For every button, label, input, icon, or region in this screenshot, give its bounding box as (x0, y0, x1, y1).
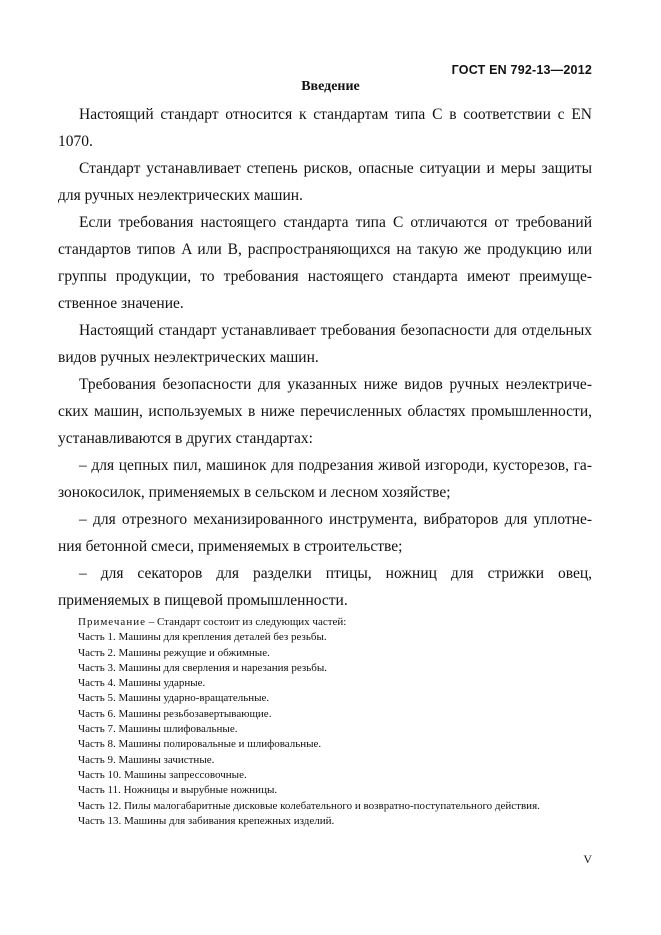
section-title: Введение (301, 79, 360, 94)
list-item: – для секаторов для разделки птицы, ножниц для стрижки овец, применяемых в пищевой промышленности. (58, 565, 592, 609)
note-part: Часть 10. Машины запрессовочные. (78, 768, 247, 781)
note-part: Часть 12. Пилы малогабаритные дисковые колебательного и возвратно-поступательного действия. (78, 799, 540, 812)
paragraph: Настоящий стандарт относится к стандартам типа C в соответствии с EN 1070. (58, 106, 592, 150)
note-part: Часть 7. Машины шлифовальные. (78, 723, 238, 736)
note-part: Часть 6. Машины резьбозавертывающие. (78, 707, 272, 720)
document-code: ГОСТ EN 792-13—2012 (451, 63, 592, 77)
note-part: Часть 9. Машины зачистные. (78, 753, 215, 766)
note-part: Часть 8. Машины полировальные и шлифовальные. (78, 738, 322, 751)
note-part: Часть 4. Машины ударные. (78, 677, 206, 690)
paragraph: Требования безопасности для указанных ниже видов ручных неэлектрических машин, используемых в ниже перечисленных областях промышленности, устанавливаются в других стандартах: (58, 376, 592, 447)
note-part: Часть 5. Машины ударно-вращательные. (78, 692, 270, 705)
note-part: Часть 13. Машины для забивания крепежных изделий. (78, 814, 335, 827)
paragraph: Стандарт устанавливает степень рисков, опасные ситуации и меры защиты для ручных неэлектрических машин. (58, 160, 592, 204)
note-block (58, 615, 592, 829)
note-label: Примечание (78, 616, 146, 628)
note-part: Часть 1. Машины для крепления деталей без резьбы. (78, 631, 327, 644)
note-part: Часть 2. Машины режущие и обжимные. (78, 646, 270, 659)
page-number: V (583, 852, 592, 866)
note-intro-text: – Стандарт состоит из следующих частей: (145, 616, 347, 628)
paragraph: Настоящий стандарт устанавливает требования безопасности для отдельных видов ручных неэлектрических машин. (58, 322, 592, 366)
list-item: – для отрезного механизированного инструмента, вибраторов для уплотнения бетонной смеси, применяемых в строительстве; (58, 511, 592, 555)
note-part: Часть 3. Машины для сверления и нарезания резьбы. (78, 661, 327, 674)
body-text (58, 101, 592, 614)
list-item: – для цепных пил, машинок для подрезания живой изгороди, кусторезов, газонокосилок, применяемых в сельском и лесном хозяйстве; (58, 457, 592, 501)
note-intro (58, 615, 592, 630)
paragraph: Если требования настоящего стандарта типа C отличаются от требований стандартов типов A или B, распространяющихся на такую же продукцию или группы продукции, то требования настоящего стандарта имеют преимущественное значение. (58, 214, 592, 312)
note-part: Часть 11. Ножницы и вырубные ножницы. (78, 784, 278, 797)
